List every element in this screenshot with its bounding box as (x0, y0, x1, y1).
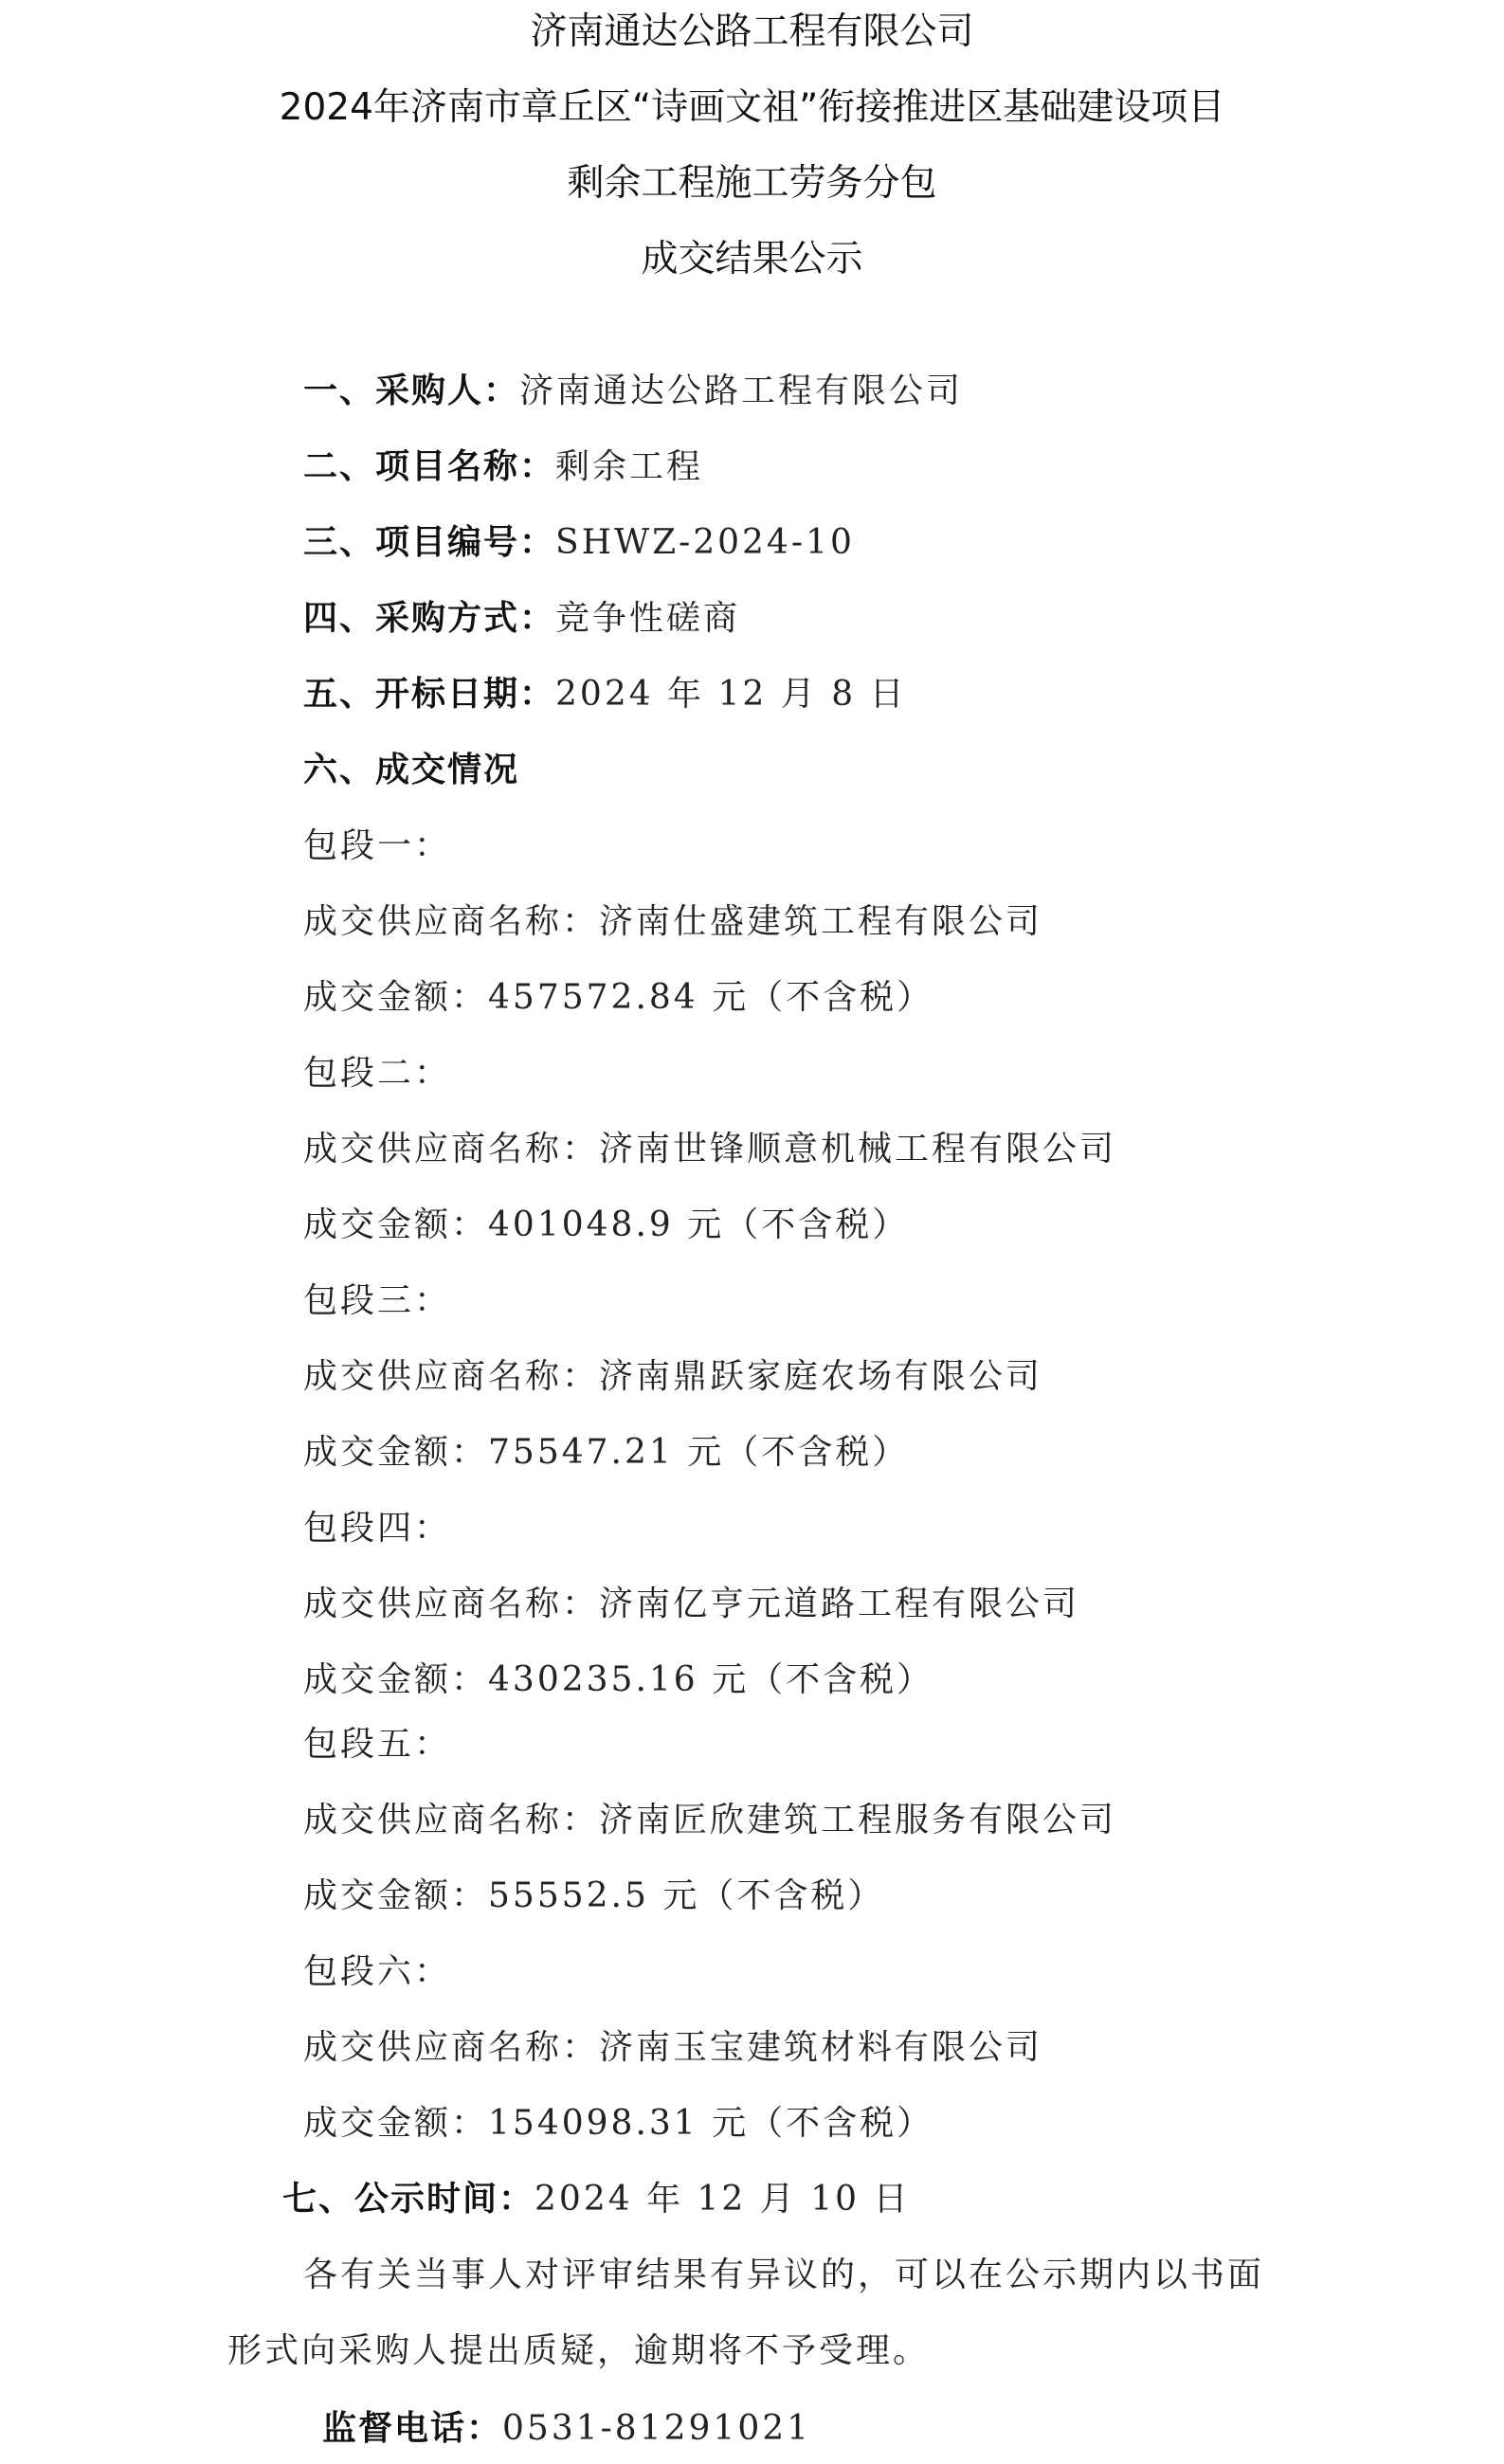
company-title: 济南通达公路工程有限公司 (530, 10, 974, 53)
lot-amount-row (303, 2102, 933, 2146)
amount-value: 55552.5 元（不含税） (488, 1876, 885, 1915)
amount-value: 401048.9 元（不含税） (488, 1205, 910, 1244)
publicity-time-label: 七、公示时间： (282, 2180, 535, 2219)
lot-supplier-row (303, 2026, 1042, 2070)
opening-date-value: 2024 年 12 月 8 日 (555, 675, 907, 714)
supplier-label: 成交供应商名称： (303, 902, 600, 941)
supplier-label: 成交供应商名称： (303, 1130, 600, 1169)
lot-heading: 包段二： (303, 1054, 452, 1093)
buyer-value: 济南通达公路工程有限公司 (519, 371, 964, 410)
publicity-time-value: 2024 年 12 月 10 日 (535, 2180, 911, 2219)
supplier-name: 济南匠欣建筑工程服务有限公司 (599, 1801, 1117, 1839)
announcement-heading: 成交结果公示 (641, 238, 863, 281)
lot-amount-row (303, 1875, 884, 1918)
project-name-value: 剩余工程 (555, 447, 704, 486)
amount-label: 成交金额： (303, 1205, 489, 1244)
objection-notice-line: 各有关当事人对评审结果有异议的，可以在公示期内以书面 (303, 2256, 1265, 2294)
procurement-method-row (303, 597, 740, 641)
lot-amount-row (303, 1431, 909, 1475)
supplier-label: 成交供应商名称： (303, 1801, 600, 1839)
project-subtitle: 剩余工程施工劳务分包 (567, 162, 937, 205)
amount-value: 75547.21 元（不含税） (488, 1433, 910, 1472)
opening-date-row (303, 673, 907, 716)
supervision-phone-row (322, 2407, 811, 2451)
supplier-name: 济南玉宝建筑材料有限公司 (599, 2028, 1043, 2067)
lot-heading: 包段四： (303, 1509, 452, 1548)
lot-supplier-row (303, 1355, 1042, 1399)
amount-value: 154098.31 元（不含税） (488, 2104, 934, 2143)
amount-label: 成交金额： (303, 1660, 489, 1699)
project-number-label: 三、项目编号： (303, 523, 556, 562)
lot-heading: 包段一： (303, 826, 452, 865)
lot-amount-row (303, 1204, 909, 1247)
amount-label: 成交金额： (303, 2104, 489, 2143)
buyer-row (303, 370, 963, 413)
project-number-row (303, 521, 855, 565)
procurement-method-label: 四、采购方式： (303, 599, 556, 638)
opening-date-label: 五、开标日期： (303, 675, 556, 714)
supplier-name: 济南世锋顺意机械工程有限公司 (599, 1130, 1117, 1169)
project-number-value: SHWZ-2024-10 (555, 523, 855, 562)
supplier-label: 成交供应商名称： (303, 1357, 600, 1396)
supplier-name: 济南亿亨元道路工程有限公司 (599, 1585, 1080, 1623)
buyer-label: 一、采购人： (303, 371, 520, 410)
lot-supplier-row (303, 900, 1042, 944)
lot-amount-row (303, 1658, 933, 1702)
lot-supplier-row (303, 1128, 1116, 1171)
lot-heading: 包段六： (303, 1952, 452, 1991)
lot-supplier-row (303, 1799, 1116, 1842)
procurement-method-value: 竞争性磋商 (555, 599, 741, 638)
deal-result-heading (303, 749, 519, 792)
supplier-label: 成交供应商名称： (303, 1585, 600, 1623)
amount-value: 457572.84 元（不含税） (488, 978, 934, 1017)
lot-heading: 包段三： (303, 1281, 452, 1320)
objection-notice-line: 形式向采购人提出质疑，逾期将不予受理。 (227, 2331, 931, 2370)
project-name-row (303, 445, 703, 489)
lot-supplier-row (303, 1583, 1079, 1626)
amount-label: 成交金额： (303, 978, 489, 1017)
supplier-label: 成交供应商名称： (303, 2028, 600, 2067)
project-title: 2024年济南市章丘区“诗画文祖”衔接推进区基础建设项目 (279, 86, 1225, 129)
publicity-time-row (282, 2178, 910, 2221)
lot-amount-row (303, 976, 933, 1020)
project-name-label: 二、项目名称： (303, 447, 556, 486)
deal-result-label: 六、成交情况 (303, 751, 520, 789)
supplier-name: 济南仕盛建筑工程有限公司 (599, 902, 1043, 941)
lot-heading: 包段五： (303, 1725, 452, 1764)
amount-label: 成交金额： (303, 1876, 489, 1915)
amount-value: 430235.16 元（不含税） (488, 1660, 934, 1699)
supervision-phone-value: 0531-81291021 (502, 2409, 812, 2448)
amount-label: 成交金额： (303, 1433, 489, 1472)
supplier-name: 济南鼎跃家庭农场有限公司 (599, 1357, 1043, 1396)
supervision-phone-label: 监督电话： (322, 2409, 503, 2448)
